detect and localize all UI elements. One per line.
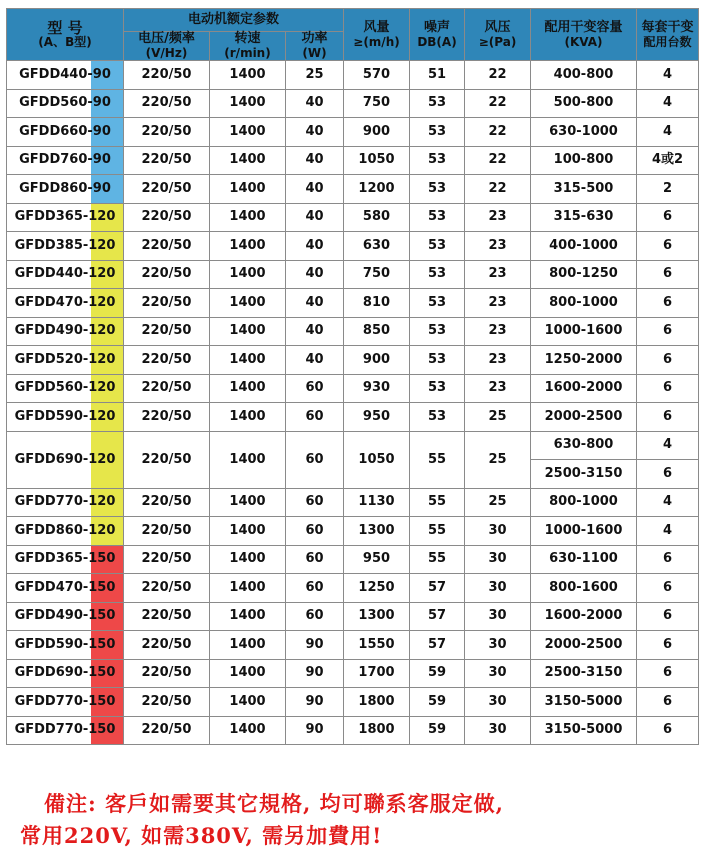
units-cell: 6 (637, 260, 699, 289)
voltage-cell: 220/50 (124, 602, 210, 631)
units-cell: 6 (637, 688, 699, 717)
model-cell (7, 146, 124, 175)
table-row (7, 317, 699, 346)
model-label: GFDD560-90 (19, 95, 111, 111)
units-cell: 6 (637, 289, 699, 318)
model-label: GFDD860-90 (19, 180, 111, 196)
table-row (7, 118, 699, 147)
pressure-cell: 23 (465, 289, 531, 318)
noise-cell: 55 (410, 545, 465, 574)
noise-cell: 53 (410, 175, 465, 204)
header-power-label: 功率 (301, 31, 328, 46)
header-motor: 电动机额定参数 (124, 9, 344, 32)
units-cell: 6 (637, 203, 699, 232)
model-label: GFDD770-150 (14, 722, 116, 738)
airflow-cell: 900 (344, 346, 410, 375)
power-cell: 40 (286, 89, 344, 118)
pressure-cell: 22 (465, 89, 531, 118)
capacity-cell: 800-1250 (531, 260, 637, 289)
voltage-cell: 220/50 (124, 488, 210, 517)
voltage-cell: 220/50 (124, 517, 210, 546)
units-cell: 6 (637, 346, 699, 375)
power-cell: 60 (286, 488, 344, 517)
header-units (637, 9, 699, 61)
speed-cell: 1400 (210, 118, 286, 147)
voltage-cell: 220/50 (124, 346, 210, 375)
table-row (7, 61, 699, 90)
model-cell (7, 118, 124, 147)
model-label: GFDD520-120 (14, 351, 116, 367)
speed-cell: 1400 (210, 631, 286, 660)
units-cell: 4 (637, 89, 699, 118)
model-cell (7, 346, 124, 375)
noise-cell: 51 (410, 61, 465, 90)
pressure-cell: 22 (465, 61, 531, 90)
airflow-cell: 1300 (344, 517, 410, 546)
header-noise (410, 9, 465, 61)
airflow-cell: 1300 (344, 602, 410, 631)
voltage-cell: 220/50 (124, 431, 210, 488)
airflow-cell: 1130 (344, 488, 410, 517)
noise-cell: 57 (410, 602, 465, 631)
power-cell: 60 (286, 431, 344, 488)
table-body (7, 61, 699, 745)
capacity-cell: 800-1000 (531, 488, 637, 517)
model-label: GFDD490-150 (14, 608, 116, 624)
header-model (7, 9, 124, 61)
capacity-cell: 315-630 (531, 203, 637, 232)
capacity-cell: 1250-2000 (531, 346, 637, 375)
airflow-cell: 950 (344, 545, 410, 574)
noise-cell: 57 (410, 574, 465, 603)
capacity-cell: 2000-2500 (531, 631, 637, 660)
model-cell (7, 716, 124, 745)
airflow-cell: 1200 (344, 175, 410, 204)
table-row (7, 431, 699, 460)
voltage-cell: 220/50 (124, 374, 210, 403)
model-cell (7, 374, 124, 403)
speed-cell: 1400 (210, 175, 286, 204)
header-pressure-unit: ≥(Pa) (478, 34, 517, 49)
model-cell (7, 688, 124, 717)
power-cell: 60 (286, 403, 344, 432)
speed-cell: 1400 (210, 260, 286, 289)
header-power-unit: (W) (302, 46, 327, 60)
pressure-cell: 25 (465, 431, 531, 488)
noise-cell: 53 (410, 403, 465, 432)
table-row (7, 574, 699, 603)
table-row (7, 175, 699, 204)
capacity-cell: 400-1000 (531, 232, 637, 261)
table-row (7, 602, 699, 631)
capacity-cell: 1000-1600 (531, 317, 637, 346)
header-model-label: 型 号 (47, 18, 83, 37)
model-cell (7, 488, 124, 517)
pressure-cell: 30 (465, 631, 531, 660)
airflow-cell: 1050 (344, 431, 410, 488)
capacity-cell: 630-1000 (531, 118, 637, 147)
model-cell (7, 431, 124, 488)
model-cell (7, 289, 124, 318)
noise-cell: 53 (410, 118, 465, 147)
model-label: GFDD470-120 (14, 294, 116, 310)
capacity-cell: 1000-1600 (531, 517, 637, 546)
pressure-cell: 22 (465, 175, 531, 204)
airflow-cell: 1050 (344, 146, 410, 175)
voltage-cell: 220/50 (124, 203, 210, 232)
model-cell (7, 260, 124, 289)
model-label: GFDD770-150 (14, 693, 116, 709)
power-cell: 40 (286, 175, 344, 204)
speed-cell: 1400 (210, 317, 286, 346)
speed-cell: 1400 (210, 545, 286, 574)
capacity-cell: 100-800 (531, 146, 637, 175)
table-row (7, 374, 699, 403)
model-label: GFDD770-120 (14, 494, 116, 510)
model-label: GFDD690-150 (14, 665, 116, 681)
units-cell: 6 (637, 602, 699, 631)
pressure-cell: 30 (465, 688, 531, 717)
pressure-cell: 23 (465, 203, 531, 232)
noise-cell: 53 (410, 89, 465, 118)
airflow-cell: 900 (344, 118, 410, 147)
units-cell: 4 (637, 431, 699, 460)
units-cell: 4 (637, 61, 699, 90)
airflow-cell: 950 (344, 403, 410, 432)
header-capacity-label: 配用干变容量 (544, 19, 623, 35)
airflow-cell: 630 (344, 232, 410, 261)
model-cell (7, 175, 124, 204)
speed-cell: 1400 (210, 517, 286, 546)
model-cell (7, 61, 124, 90)
units-cell: 6 (637, 403, 699, 432)
noise-cell: 53 (410, 260, 465, 289)
capacity-cell: 1600-2000 (531, 602, 637, 631)
power-cell: 40 (286, 346, 344, 375)
speed-cell: 1400 (210, 203, 286, 232)
speed-cell: 1400 (210, 716, 286, 745)
power-cell: 40 (286, 203, 344, 232)
model-cell (7, 659, 124, 688)
pressure-cell: 22 (465, 118, 531, 147)
voltage-cell: 220/50 (124, 574, 210, 603)
model-cell (7, 232, 124, 261)
speed-cell: 1400 (210, 374, 286, 403)
model-label: GFDD385-120 (14, 237, 116, 253)
table-header (7, 9, 699, 61)
model-cell (7, 317, 124, 346)
model-label: GFDD760-90 (19, 152, 111, 168)
pressure-cell: 23 (465, 260, 531, 289)
model-label: GFDD590-150 (14, 636, 116, 652)
capacity-cell: 630-800 (531, 431, 637, 460)
airflow-cell: 570 (344, 61, 410, 90)
table-row (7, 545, 699, 574)
header-voltage-unit: (V/Hz) (145, 46, 188, 60)
header-units-label: 每套干变 (641, 19, 694, 35)
noise-cell: 53 (410, 146, 465, 175)
speed-cell: 1400 (210, 89, 286, 118)
model-cell (7, 545, 124, 574)
voltage-cell: 220/50 (124, 317, 210, 346)
units-cell: 6 (637, 631, 699, 660)
noise-cell: 57 (410, 631, 465, 660)
power-cell: 90 (286, 688, 344, 717)
model-label: GFDD440-90 (19, 66, 111, 82)
power-cell: 90 (286, 631, 344, 660)
airflow-cell: 810 (344, 289, 410, 318)
model-label: GFDD860-120 (14, 522, 116, 538)
power-cell: 60 (286, 517, 344, 546)
pressure-cell: 30 (465, 716, 531, 745)
noise-cell: 53 (410, 317, 465, 346)
model-cell (7, 517, 124, 546)
speed-cell: 1400 (210, 574, 286, 603)
noise-cell: 53 (410, 374, 465, 403)
power-cell: 60 (286, 545, 344, 574)
airflow-cell: 930 (344, 374, 410, 403)
header-power (286, 32, 344, 61)
pressure-cell: 23 (465, 317, 531, 346)
table-row (7, 89, 699, 118)
table-row (7, 203, 699, 232)
model-cell (7, 203, 124, 232)
header-pressure-label: 风压 (484, 19, 511, 35)
units-cell: 6 (637, 716, 699, 745)
model-label: GFDD690-120 (14, 451, 116, 467)
table-row (7, 488, 699, 517)
table-row (7, 260, 699, 289)
capacity-cell: 800-1600 (531, 574, 637, 603)
noise-cell: 53 (410, 289, 465, 318)
units-cell: 6 (637, 460, 699, 489)
header-airflow-label: 风量 (363, 19, 390, 35)
speed-cell: 1400 (210, 289, 286, 318)
power-cell: 90 (286, 716, 344, 745)
units-cell: 6 (637, 232, 699, 261)
table-row (7, 146, 699, 175)
model-label: GFDD470-150 (14, 579, 116, 595)
airflow-cell: 1250 (344, 574, 410, 603)
table-row (7, 688, 699, 717)
speed-cell: 1400 (210, 146, 286, 175)
model-label: GFDD365-150 (14, 551, 116, 567)
speed-cell: 1400 (210, 61, 286, 90)
speed-cell: 1400 (210, 659, 286, 688)
airflow-cell: 580 (344, 203, 410, 232)
voltage-cell: 220/50 (124, 659, 210, 688)
pressure-cell: 30 (465, 574, 531, 603)
table-row (7, 403, 699, 432)
header-capacity-unit: (KVA) (564, 34, 603, 49)
header-speed-label: 转速 (234, 31, 261, 46)
header-speed-unit: (r/min) (224, 46, 271, 60)
header-noise-unit: DB(A) (417, 34, 457, 49)
power-cell: 40 (286, 146, 344, 175)
voltage-cell: 220/50 (124, 175, 210, 204)
power-cell: 40 (286, 289, 344, 318)
capacity-cell: 800-1000 (531, 289, 637, 318)
airflow-cell: 750 (344, 260, 410, 289)
pressure-cell: 30 (465, 602, 531, 631)
table-row (7, 232, 699, 261)
pressure-cell: 30 (465, 517, 531, 546)
noise-cell: 59 (410, 716, 465, 745)
header-speed (210, 32, 286, 61)
noise-cell: 55 (410, 517, 465, 546)
model-label: GFDD490-120 (14, 323, 116, 339)
model-label: GFDD560-120 (14, 380, 116, 396)
units-cell: 4或2 (637, 146, 699, 175)
noise-cell: 59 (410, 659, 465, 688)
voltage-cell: 220/50 (124, 232, 210, 261)
speed-cell: 1400 (210, 488, 286, 517)
units-cell: 4 (637, 118, 699, 147)
power-cell: 60 (286, 374, 344, 403)
pressure-cell: 30 (465, 545, 531, 574)
voltage-cell: 220/50 (124, 89, 210, 118)
table-row (7, 716, 699, 745)
speed-cell: 1400 (210, 346, 286, 375)
pressure-cell: 22 (465, 146, 531, 175)
capacity-cell: 3150-5000 (531, 688, 637, 717)
capacity-cell: 315-500 (531, 175, 637, 204)
header-voltage-label: 电压/频率 (138, 31, 195, 46)
capacity-cell: 500-800 (531, 89, 637, 118)
units-cell: 6 (637, 317, 699, 346)
note-line-1: 備注: 客戶如需要其它規格, 均可聯系客服定做, (44, 791, 504, 816)
table-row (7, 631, 699, 660)
model-cell (7, 403, 124, 432)
speed-cell: 1400 (210, 232, 286, 261)
power-cell: 40 (286, 260, 344, 289)
table-row (7, 659, 699, 688)
header-pressure (465, 9, 531, 61)
speed-cell: 1400 (210, 602, 286, 631)
noise-cell: 59 (410, 688, 465, 717)
model-cell (7, 89, 124, 118)
capacity-cell: 630-1100 (531, 545, 637, 574)
airflow-cell: 1700 (344, 659, 410, 688)
power-cell: 40 (286, 118, 344, 147)
table-row (7, 517, 699, 546)
header-noise-label: 噪声 (423, 19, 450, 35)
power-cell: 40 (286, 232, 344, 261)
airflow-cell: 1800 (344, 716, 410, 745)
speed-cell: 1400 (210, 688, 286, 717)
pressure-cell: 23 (465, 346, 531, 375)
voltage-cell: 220/50 (124, 403, 210, 432)
header-airflow-unit: ≥(m/h) (353, 34, 400, 49)
units-cell: 6 (637, 374, 699, 403)
noise-cell: 55 (410, 488, 465, 517)
airflow-cell: 1550 (344, 631, 410, 660)
header-voltage (124, 32, 210, 61)
header-airflow (344, 9, 410, 61)
header-capacity (531, 9, 637, 61)
pressure-cell: 30 (465, 659, 531, 688)
voltage-cell: 220/50 (124, 716, 210, 745)
model-cell (7, 602, 124, 631)
power-cell: 25 (286, 61, 344, 90)
table-row (7, 346, 699, 375)
units-cell: 6 (637, 659, 699, 688)
header-units-label-2: 配用台数 (643, 34, 692, 49)
speed-cell: 1400 (210, 431, 286, 488)
units-cell: 6 (637, 545, 699, 574)
voltage-cell: 220/50 (124, 146, 210, 175)
noise-cell: 53 (410, 346, 465, 375)
model-cell (7, 631, 124, 660)
pressure-cell: 25 (465, 403, 531, 432)
capacity-cell: 400-800 (531, 61, 637, 90)
airflow-cell: 850 (344, 317, 410, 346)
voltage-cell: 220/50 (124, 545, 210, 574)
capacity-cell: 2000-2500 (531, 403, 637, 432)
power-cell: 90 (286, 659, 344, 688)
pressure-cell: 23 (465, 374, 531, 403)
voltage-cell: 220/50 (124, 61, 210, 90)
units-cell: 4 (637, 488, 699, 517)
airflow-cell: 1800 (344, 688, 410, 717)
pressure-cell: 25 (465, 488, 531, 517)
noise-cell: 53 (410, 203, 465, 232)
capacity-cell: 2500-3150 (531, 659, 637, 688)
capacity-cell: 2500-3150 (531, 460, 637, 489)
noise-cell: 53 (410, 232, 465, 261)
units-cell: 4 (637, 517, 699, 546)
airflow-cell: 750 (344, 89, 410, 118)
note-line-2: 常用220V, 如需380V, 需另加費用! (20, 823, 383, 848)
voltage-cell: 220/50 (124, 688, 210, 717)
table-row (7, 289, 699, 318)
header-model-sub: (A、B型) (38, 34, 92, 49)
pressure-cell: 23 (465, 232, 531, 261)
model-label: GFDD660-90 (19, 123, 111, 139)
voltage-cell: 220/50 (124, 118, 210, 147)
power-cell: 60 (286, 574, 344, 603)
model-label: GFDD440-120 (14, 266, 116, 282)
model-label: GFDD365-120 (14, 209, 116, 225)
capacity-cell: 3150-5000 (531, 716, 637, 745)
voltage-cell: 220/50 (124, 260, 210, 289)
voltage-cell: 220/50 (124, 631, 210, 660)
power-cell: 40 (286, 317, 344, 346)
voltage-cell: 220/50 (124, 289, 210, 318)
model-cell (7, 574, 124, 603)
units-cell: 2 (637, 175, 699, 204)
speed-cell: 1400 (210, 403, 286, 432)
units-cell: 6 (637, 574, 699, 603)
power-cell: 60 (286, 602, 344, 631)
model-label: GFDD590-120 (14, 408, 116, 424)
spec-table (6, 8, 699, 745)
noise-cell: 55 (410, 431, 465, 488)
capacity-cell: 1600-2000 (531, 374, 637, 403)
